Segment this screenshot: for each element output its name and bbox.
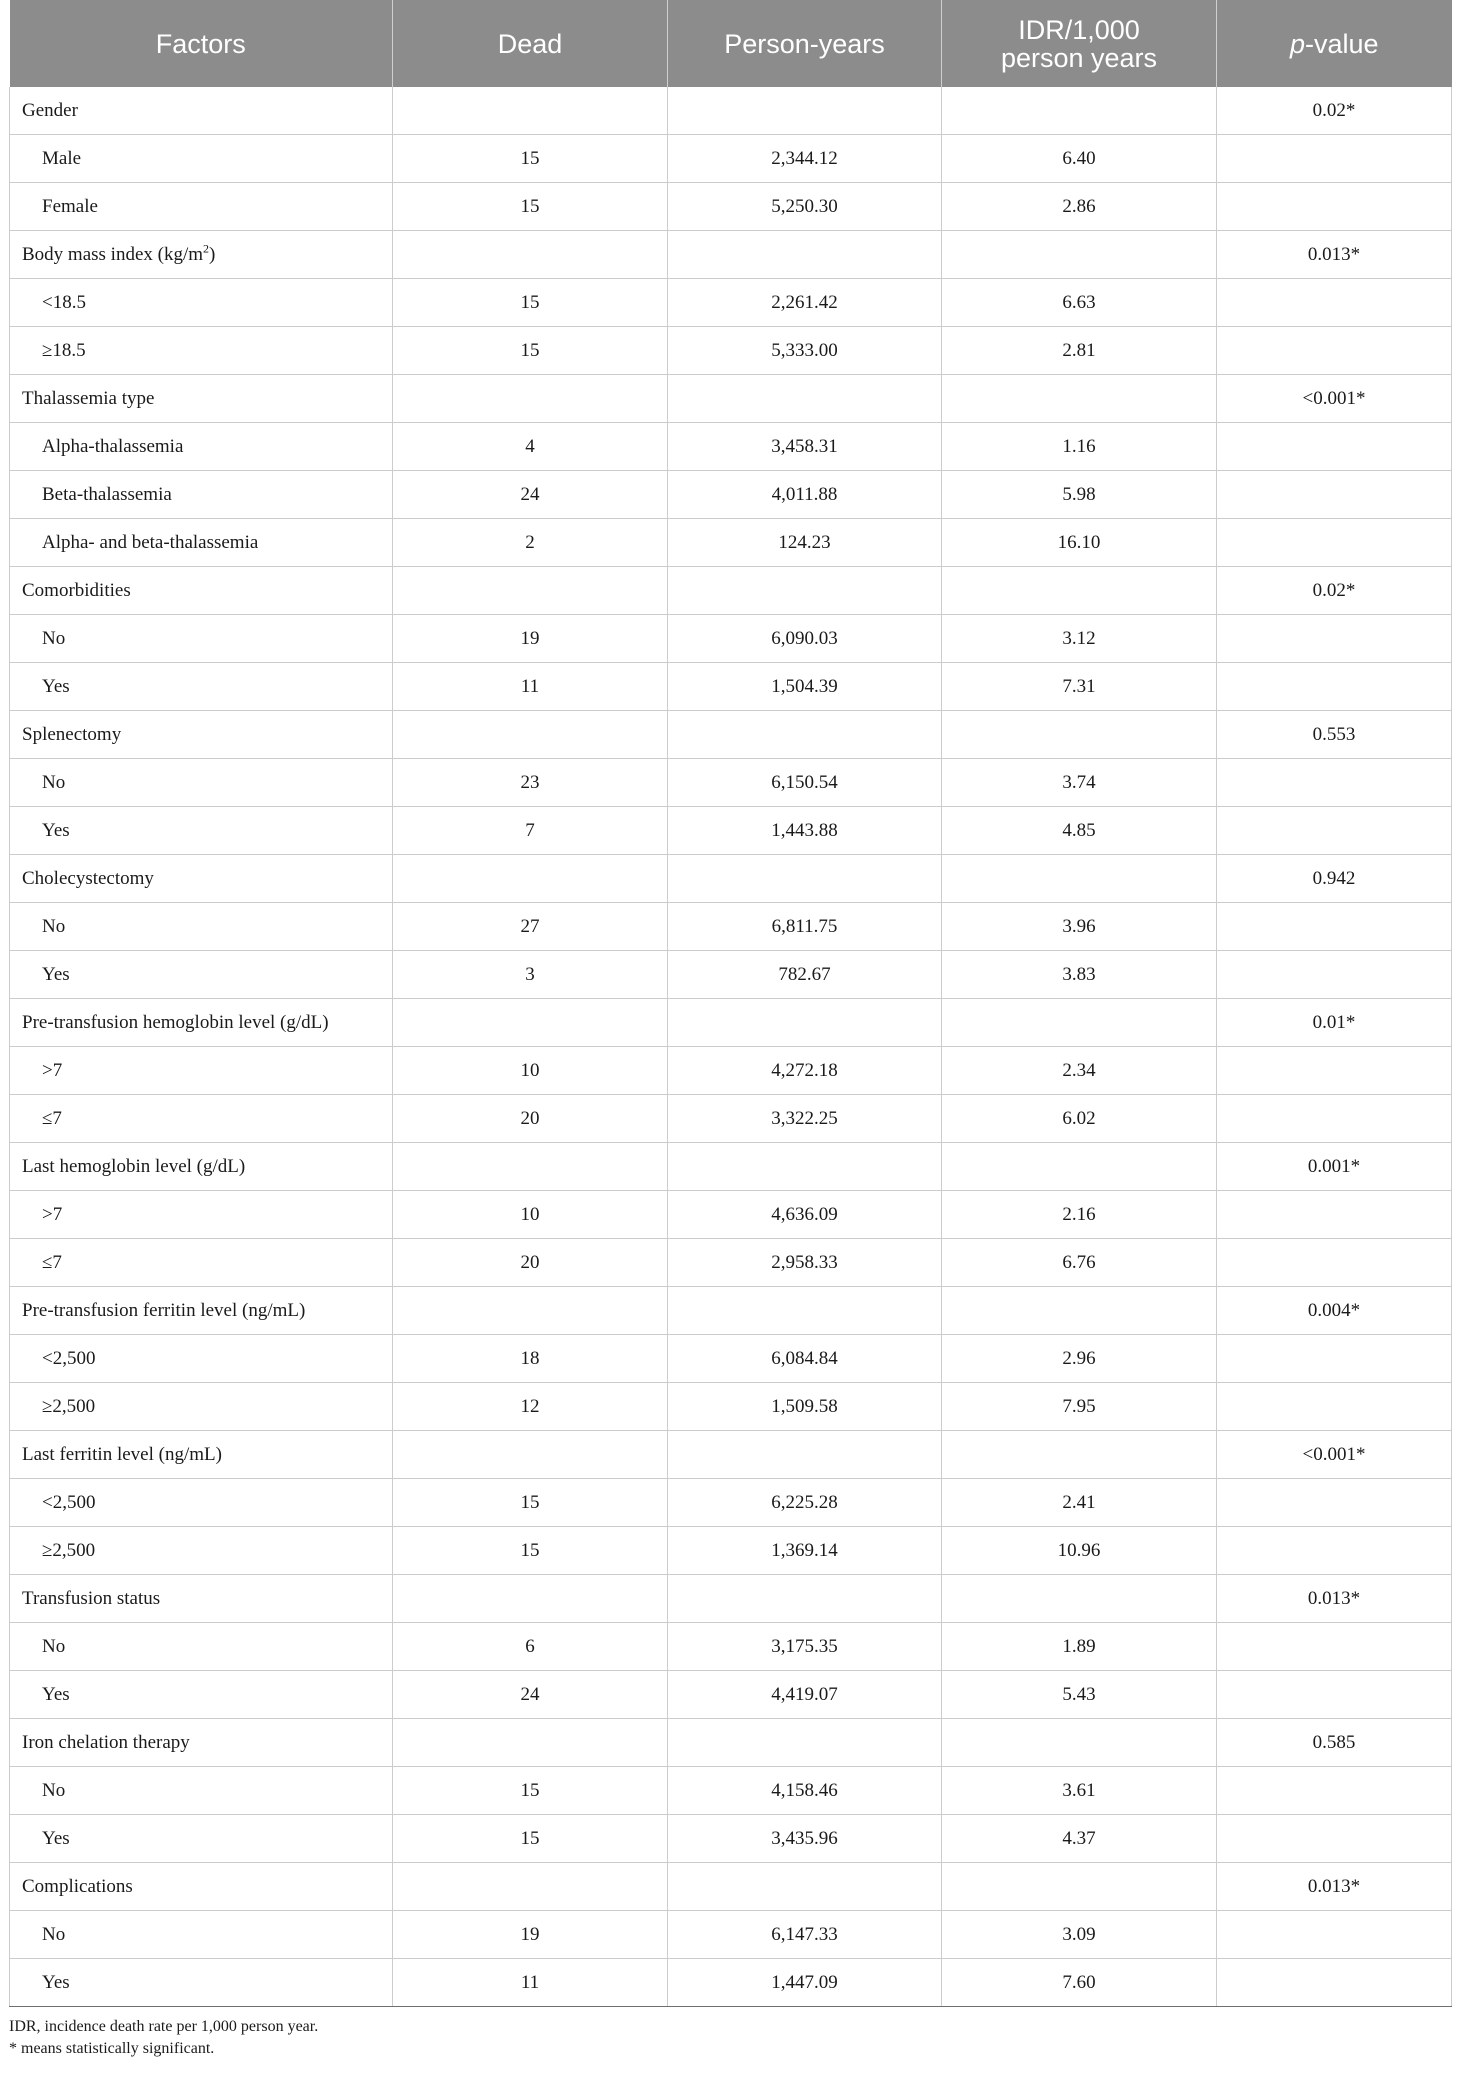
header-row bbox=[10, 0, 1452, 87]
empty-cell bbox=[668, 87, 942, 135]
row-dead: 11 bbox=[393, 1959, 668, 2007]
row-label: Yes bbox=[10, 1671, 393, 1719]
table-row bbox=[10, 903, 1452, 951]
group-p-value: 0.013* bbox=[1217, 1863, 1452, 1911]
mortality-factors-table bbox=[9, 0, 1452, 2007]
row-label: <2,500 bbox=[10, 1335, 393, 1383]
group-label-text: Comorbidities bbox=[22, 579, 131, 601]
table-row bbox=[10, 1479, 1452, 1527]
row-label: No bbox=[10, 1911, 393, 1959]
row-idr: 6.40 bbox=[942, 135, 1217, 183]
table-row bbox=[10, 1767, 1452, 1815]
group-label-text: Last hemoglobin level (g/dL) bbox=[22, 1155, 246, 1177]
row-label: >7 bbox=[10, 1047, 393, 1095]
row-dead: 11 bbox=[393, 663, 668, 711]
row-label: Alpha- and beta-thalassemia bbox=[10, 519, 393, 567]
row-idr: 1.16 bbox=[942, 423, 1217, 471]
empty-cell bbox=[668, 1143, 942, 1191]
table-row bbox=[10, 1239, 1452, 1287]
empty-cell bbox=[668, 711, 942, 759]
row-idr: 2.41 bbox=[942, 1479, 1217, 1527]
group-p-value: 0.942 bbox=[1217, 855, 1452, 903]
empty-cell bbox=[1217, 1047, 1452, 1095]
group-label bbox=[10, 855, 393, 903]
row-idr: 2.81 bbox=[942, 327, 1217, 375]
table-row bbox=[10, 423, 1452, 471]
row-person-years: 3,458.31 bbox=[668, 423, 942, 471]
group-label bbox=[10, 1719, 393, 1767]
group-p-value: 0.001* bbox=[1217, 1143, 1452, 1191]
header-dead: Dead bbox=[393, 0, 668, 87]
header-idr-line1: IDR/1,000 bbox=[1018, 14, 1140, 45]
row-label: No bbox=[10, 903, 393, 951]
table-row-group bbox=[10, 375, 1452, 423]
row-person-years: 6,225.28 bbox=[668, 1479, 942, 1527]
empty-cell bbox=[393, 567, 668, 615]
group-label bbox=[10, 231, 393, 279]
group-label bbox=[10, 1863, 393, 1911]
empty-cell bbox=[668, 999, 942, 1047]
empty-cell bbox=[942, 1575, 1217, 1623]
table-row-group bbox=[10, 1143, 1452, 1191]
row-dead: 18 bbox=[393, 1335, 668, 1383]
group-label-text: Cholecystectomy bbox=[22, 867, 154, 889]
row-person-years: 4,419.07 bbox=[668, 1671, 942, 1719]
empty-cell bbox=[942, 1863, 1217, 1911]
empty-cell bbox=[942, 711, 1217, 759]
row-person-years: 4,158.46 bbox=[668, 1767, 942, 1815]
empty-cell bbox=[668, 567, 942, 615]
group-p-value: 0.013* bbox=[1217, 231, 1452, 279]
table-row bbox=[10, 1815, 1452, 1863]
empty-cell bbox=[393, 87, 668, 135]
group-label-text: Gender bbox=[22, 99, 78, 121]
header-p-italic: p bbox=[1289, 28, 1305, 59]
header-factors: Factors bbox=[10, 0, 393, 87]
table-row bbox=[10, 759, 1452, 807]
row-person-years: 6,147.33 bbox=[668, 1911, 942, 1959]
table-row bbox=[10, 327, 1452, 375]
empty-cell bbox=[1217, 759, 1452, 807]
table-row-group bbox=[10, 999, 1452, 1047]
row-idr: 2.86 bbox=[942, 183, 1217, 231]
empty-cell bbox=[942, 567, 1217, 615]
row-dead: 23 bbox=[393, 759, 668, 807]
empty-cell bbox=[668, 1719, 942, 1767]
empty-cell bbox=[668, 1287, 942, 1335]
group-label bbox=[10, 999, 393, 1047]
group-label bbox=[10, 1575, 393, 1623]
group-p-value: 0.553 bbox=[1217, 711, 1452, 759]
row-dead: 15 bbox=[393, 135, 668, 183]
empty-cell bbox=[1217, 1911, 1452, 1959]
row-label: No bbox=[10, 1623, 393, 1671]
empty-cell bbox=[668, 375, 942, 423]
group-p-value: <0.001* bbox=[1217, 1431, 1452, 1479]
table-row bbox=[10, 183, 1452, 231]
empty-cell bbox=[393, 1863, 668, 1911]
empty-cell bbox=[942, 231, 1217, 279]
group-p-value: <0.001* bbox=[1217, 375, 1452, 423]
empty-cell bbox=[1217, 1671, 1452, 1719]
table-row-group bbox=[10, 1575, 1452, 1623]
group-label-text: Iron chelation therapy bbox=[22, 1731, 190, 1753]
row-dead: 12 bbox=[393, 1383, 668, 1431]
row-label: Yes bbox=[10, 951, 393, 999]
row-person-years: 4,272.18 bbox=[668, 1047, 942, 1095]
row-person-years: 3,175.35 bbox=[668, 1623, 942, 1671]
row-dead: 3 bbox=[393, 951, 668, 999]
row-label: Yes bbox=[10, 663, 393, 711]
row-person-years: 6,150.54 bbox=[668, 759, 942, 807]
row-dead: 6 bbox=[393, 1623, 668, 1671]
row-dead: 15 bbox=[393, 1527, 668, 1575]
row-person-years: 2,958.33 bbox=[668, 1239, 942, 1287]
empty-cell bbox=[668, 1863, 942, 1911]
row-idr: 1.89 bbox=[942, 1623, 1217, 1671]
group-label bbox=[10, 87, 393, 135]
row-label: ≤7 bbox=[10, 1239, 393, 1287]
row-idr: 16.10 bbox=[942, 519, 1217, 567]
row-idr: 3.96 bbox=[942, 903, 1217, 951]
header-person-years: Person-years bbox=[668, 0, 942, 87]
row-idr: 2.96 bbox=[942, 1335, 1217, 1383]
group-label-text: Transfusion status bbox=[22, 1587, 161, 1609]
empty-cell bbox=[1217, 1623, 1452, 1671]
empty-cell bbox=[668, 1575, 942, 1623]
header-idr bbox=[942, 0, 1217, 87]
row-idr: 10.96 bbox=[942, 1527, 1217, 1575]
table-row bbox=[10, 1671, 1452, 1719]
row-person-years: 6,811.75 bbox=[668, 903, 942, 951]
empty-cell bbox=[1217, 663, 1452, 711]
row-idr: 3.74 bbox=[942, 759, 1217, 807]
table-row bbox=[10, 1623, 1452, 1671]
group-label bbox=[10, 1143, 393, 1191]
row-person-years: 1,447.09 bbox=[668, 1959, 942, 2007]
row-label: >7 bbox=[10, 1191, 393, 1239]
footnote-abbreviation: IDR, incidence death rate per 1,000 person year. bbox=[9, 2018, 319, 2035]
table-row-group bbox=[10, 855, 1452, 903]
empty-cell bbox=[668, 231, 942, 279]
empty-cell bbox=[1217, 1383, 1452, 1431]
row-idr: 3.12 bbox=[942, 615, 1217, 663]
empty-cell bbox=[1217, 135, 1452, 183]
table-row bbox=[10, 519, 1452, 567]
header-idr-line2: person years bbox=[1000, 42, 1158, 73]
row-dead: 2 bbox=[393, 519, 668, 567]
row-dead: 19 bbox=[393, 615, 668, 663]
empty-cell bbox=[1217, 183, 1452, 231]
row-label: Male bbox=[10, 135, 393, 183]
row-person-years: 4,011.88 bbox=[668, 471, 942, 519]
row-person-years: 1,369.14 bbox=[668, 1527, 942, 1575]
row-person-years: 6,084.84 bbox=[668, 1335, 942, 1383]
group-label bbox=[10, 567, 393, 615]
group-label-text: Complications bbox=[22, 1875, 133, 1897]
table-row-group bbox=[10, 567, 1452, 615]
row-person-years: 782.67 bbox=[668, 951, 942, 999]
row-dead: 15 bbox=[393, 1767, 668, 1815]
row-dead: 15 bbox=[393, 327, 668, 375]
row-dead: 20 bbox=[393, 1095, 668, 1143]
group-p-value: 0.004* bbox=[1217, 1287, 1452, 1335]
row-dead: 24 bbox=[393, 471, 668, 519]
row-person-years: 2,261.42 bbox=[668, 279, 942, 327]
empty-cell bbox=[942, 1431, 1217, 1479]
empty-cell bbox=[1217, 1527, 1452, 1575]
table-row bbox=[10, 471, 1452, 519]
row-dead: 10 bbox=[393, 1047, 668, 1095]
row-label: ≥2,500 bbox=[10, 1527, 393, 1575]
row-idr: 2.34 bbox=[942, 1047, 1217, 1095]
table-row-group bbox=[10, 1863, 1452, 1911]
table-row-group bbox=[10, 1431, 1452, 1479]
table-row-group bbox=[10, 87, 1452, 135]
empty-cell bbox=[668, 855, 942, 903]
table-row bbox=[10, 1047, 1452, 1095]
empty-cell bbox=[1217, 615, 1452, 663]
row-label: ≥18.5 bbox=[10, 327, 393, 375]
row-person-years: 5,250.30 bbox=[668, 183, 942, 231]
row-label: No bbox=[10, 759, 393, 807]
table-row-group bbox=[10, 231, 1452, 279]
empty-cell bbox=[393, 1719, 668, 1767]
row-idr: 7.31 bbox=[942, 663, 1217, 711]
group-p-value: 0.585 bbox=[1217, 1719, 1452, 1767]
row-person-years: 1,504.39 bbox=[668, 663, 942, 711]
group-label bbox=[10, 1431, 393, 1479]
empty-cell bbox=[942, 1143, 1217, 1191]
empty-cell bbox=[1217, 807, 1452, 855]
row-dead: 15 bbox=[393, 279, 668, 327]
group-label-superscript: 2 bbox=[203, 241, 210, 256]
row-label: Yes bbox=[10, 1959, 393, 2007]
empty-cell bbox=[942, 855, 1217, 903]
group-label-text: Pre-transfusion hemoglobin level (g/dL) bbox=[22, 1011, 329, 1033]
empty-cell bbox=[1217, 951, 1452, 999]
row-person-years: 1,509.58 bbox=[668, 1383, 942, 1431]
group-p-value: 0.02* bbox=[1217, 567, 1452, 615]
group-label bbox=[10, 375, 393, 423]
table-row bbox=[10, 615, 1452, 663]
footnote-significance: * means statistically significant. bbox=[9, 2040, 215, 2057]
row-label: No bbox=[10, 1767, 393, 1815]
table-row bbox=[10, 1383, 1452, 1431]
empty-cell bbox=[942, 87, 1217, 135]
table-row-group bbox=[10, 711, 1452, 759]
empty-cell bbox=[393, 711, 668, 759]
row-label: Yes bbox=[10, 807, 393, 855]
empty-cell bbox=[1217, 1767, 1452, 1815]
table-body bbox=[10, 87, 1452, 2007]
empty-cell bbox=[1217, 1959, 1452, 2007]
empty-cell bbox=[393, 1287, 668, 1335]
empty-cell bbox=[1217, 1479, 1452, 1527]
group-p-value: 0.02* bbox=[1217, 87, 1452, 135]
row-label: ≤7 bbox=[10, 1095, 393, 1143]
empty-cell bbox=[942, 1719, 1217, 1767]
row-label: Female bbox=[10, 183, 393, 231]
empty-cell bbox=[942, 375, 1217, 423]
row-dead: 15 bbox=[393, 1479, 668, 1527]
header-p-rest: -value bbox=[1304, 28, 1379, 59]
row-person-years: 3,322.25 bbox=[668, 1095, 942, 1143]
row-idr: 7.95 bbox=[942, 1383, 1217, 1431]
row-idr: 3.83 bbox=[942, 951, 1217, 999]
row-idr: 6.63 bbox=[942, 279, 1217, 327]
row-dead: 20 bbox=[393, 1239, 668, 1287]
group-p-value: 0.01* bbox=[1217, 999, 1452, 1047]
empty-cell bbox=[1217, 1335, 1452, 1383]
row-dead: 10 bbox=[393, 1191, 668, 1239]
row-idr: 2.16 bbox=[942, 1191, 1217, 1239]
row-label: Yes bbox=[10, 1815, 393, 1863]
row-dead: 15 bbox=[393, 1815, 668, 1863]
empty-cell bbox=[1217, 1239, 1452, 1287]
empty-cell bbox=[1217, 423, 1452, 471]
empty-cell bbox=[393, 1143, 668, 1191]
row-person-years: 5,333.00 bbox=[668, 327, 942, 375]
empty-cell bbox=[1217, 519, 1452, 567]
table-row bbox=[10, 807, 1452, 855]
empty-cell bbox=[393, 1575, 668, 1623]
row-dead: 27 bbox=[393, 903, 668, 951]
empty-cell bbox=[1217, 903, 1452, 951]
row-person-years: 6,090.03 bbox=[668, 615, 942, 663]
table-row bbox=[10, 1527, 1452, 1575]
group-label-text: Last ferritin level (ng/mL) bbox=[22, 1443, 222, 1465]
table-row bbox=[10, 1095, 1452, 1143]
group-label-text: Body mass index (kg/m bbox=[22, 243, 204, 265]
empty-cell bbox=[1217, 1815, 1452, 1863]
table-row bbox=[10, 663, 1452, 711]
empty-cell bbox=[1217, 327, 1452, 375]
table-row bbox=[10, 951, 1452, 999]
table-row bbox=[10, 135, 1452, 183]
row-label: Beta-thalassemia bbox=[10, 471, 393, 519]
empty-cell bbox=[1217, 1095, 1452, 1143]
table-row bbox=[10, 1191, 1452, 1239]
table-row bbox=[10, 279, 1452, 327]
row-idr: 3.09 bbox=[942, 1911, 1217, 1959]
empty-cell bbox=[393, 1431, 668, 1479]
empty-cell bbox=[393, 231, 668, 279]
row-person-years: 3,435.96 bbox=[668, 1815, 942, 1863]
empty-cell bbox=[942, 1287, 1217, 1335]
empty-cell bbox=[393, 999, 668, 1047]
group-label-text: Splenectomy bbox=[22, 723, 122, 745]
group-label bbox=[10, 711, 393, 759]
group-label bbox=[10, 1287, 393, 1335]
row-idr: 5.43 bbox=[942, 1671, 1217, 1719]
row-dead: 15 bbox=[393, 183, 668, 231]
group-p-value: 0.013* bbox=[1217, 1575, 1452, 1623]
row-dead: 7 bbox=[393, 807, 668, 855]
row-idr: 6.76 bbox=[942, 1239, 1217, 1287]
table-container bbox=[9, 0, 1451, 2060]
row-idr: 4.37 bbox=[942, 1815, 1217, 1863]
empty-cell bbox=[668, 1431, 942, 1479]
row-label: No bbox=[10, 615, 393, 663]
header-p-value bbox=[1217, 0, 1452, 87]
row-idr: 3.61 bbox=[942, 1767, 1217, 1815]
empty-cell bbox=[1217, 471, 1452, 519]
footnotes bbox=[9, 2016, 1451, 2060]
group-label-text: Pre-transfusion ferritin level (ng/mL) bbox=[22, 1299, 306, 1321]
row-dead: 24 bbox=[393, 1671, 668, 1719]
row-dead: 4 bbox=[393, 423, 668, 471]
empty-cell bbox=[393, 375, 668, 423]
empty-cell bbox=[1217, 1191, 1452, 1239]
row-person-years: 4,636.09 bbox=[668, 1191, 942, 1239]
empty-cell bbox=[1217, 279, 1452, 327]
row-person-years: 124.23 bbox=[668, 519, 942, 567]
row-idr: 5.98 bbox=[942, 471, 1217, 519]
group-label-suffix: ) bbox=[209, 243, 216, 265]
table-row bbox=[10, 1959, 1452, 2007]
row-person-years: 1,443.88 bbox=[668, 807, 942, 855]
row-dead: 19 bbox=[393, 1911, 668, 1959]
table-row bbox=[10, 1335, 1452, 1383]
row-label: Alpha-thalassemia bbox=[10, 423, 393, 471]
table-row-group bbox=[10, 1719, 1452, 1767]
row-label: ≥2,500 bbox=[10, 1383, 393, 1431]
table-row-group bbox=[10, 1287, 1452, 1335]
row-idr: 7.60 bbox=[942, 1959, 1217, 2007]
row-label: <18.5 bbox=[10, 279, 393, 327]
row-person-years: 2,344.12 bbox=[668, 135, 942, 183]
row-idr: 4.85 bbox=[942, 807, 1217, 855]
group-label-text: Thalassemia type bbox=[22, 387, 155, 409]
row-label: <2,500 bbox=[10, 1479, 393, 1527]
row-idr: 6.02 bbox=[942, 1095, 1217, 1143]
table-row bbox=[10, 1911, 1452, 1959]
empty-cell bbox=[393, 855, 668, 903]
empty-cell bbox=[942, 999, 1217, 1047]
